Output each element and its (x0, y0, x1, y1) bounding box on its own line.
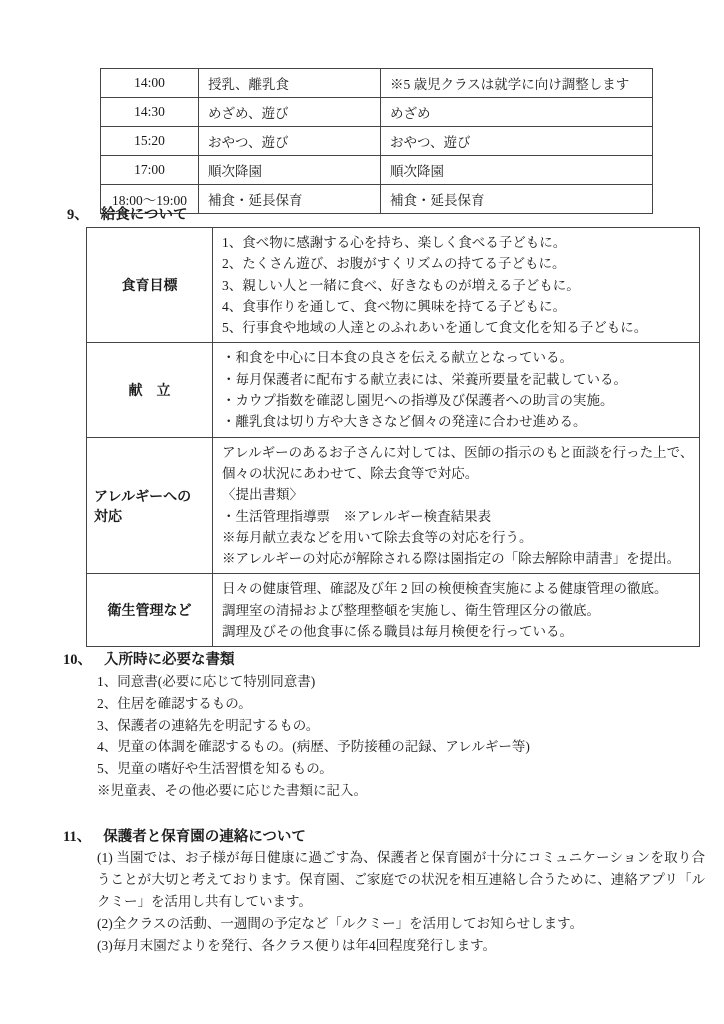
row-content (213, 574, 700, 647)
section-title: 保護者と保育園の連絡について (103, 829, 306, 845)
schedule-time: 15:20 (101, 127, 199, 156)
row-content (213, 343, 700, 437)
section11-heading (63, 825, 306, 846)
schedule-note: おやつ、遊び (381, 127, 653, 156)
section-number: 11、 (63, 829, 92, 845)
schedule-note: ※5 歳児クラスは就学に向け調整します (381, 69, 653, 98)
section-title: 給食について (100, 207, 188, 223)
content-line: ・離乳食は切り方や大きさなど個々の発達に合わせ進める。 (222, 414, 587, 430)
content-line: 〈提出書類〉 (222, 487, 303, 503)
content-line: 調理及びその他食事に係る職員は毎月検便を行っている。 (222, 624, 573, 640)
table-row (87, 574, 700, 647)
list-item: 5、児童の嗜好や生活習慣を知るもの。 (97, 761, 333, 777)
daily-schedule-table (100, 68, 653, 214)
row-label: アレルギーへの対応 (87, 437, 213, 574)
table-row (87, 437, 700, 574)
section10-heading (63, 648, 235, 669)
section-title: 入所時に必要な書類 (104, 652, 235, 668)
meal-info-table (86, 227, 700, 647)
row-label: 献 立 (87, 343, 213, 437)
content-line: 1、食べ物に感謝する心を持ち、楽しく食べる子どもに。 (222, 235, 567, 250)
section-number: 9、 (67, 207, 89, 223)
table-row (101, 69, 653, 98)
table-row (101, 98, 653, 127)
table-row (101, 156, 653, 185)
schedule-activity: 授乳、離乳食 (199, 69, 381, 98)
content-line: 2、たくさん遊び、お腹がすくリズムの持てる子どもに。 (222, 256, 566, 272)
schedule-time: 18:00～19:00 (101, 185, 199, 214)
content-line: ・カウプ指数を確認し園児への指導及び保護者への助言の実施。 (222, 393, 614, 409)
list-item: 1、同意書(必要に応じて特別同意書) (97, 674, 316, 689)
content-line: ※毎月献立表などを用いて除去食等の対応を行う。 (222, 529, 533, 545)
content-line: 5、行事食や地域の人達とのふれあいを通して食文化を知る子どもに。 (222, 320, 648, 336)
content-line: 4、食事作りを通して、食べ物に興味を持てる子どもに。 (222, 298, 566, 314)
content-line: 調理室の清掃および整理整頓を実施し、衛生管理区分の徹底。 (222, 602, 600, 618)
required-documents-list (97, 671, 530, 802)
row-label: 食育目標 (87, 228, 213, 343)
table-row (87, 343, 700, 437)
row-content (213, 228, 700, 343)
schedule-note: 補食・延長保育 (381, 185, 653, 214)
paragraph: (3)毎月末園だよりを発行、各クラス便りは年4回程度発行します。 (97, 938, 497, 953)
content-line: ・毎月保護者に配布する献立表には、栄養所要量を記載している。 (222, 371, 627, 387)
content-line: 3、親しい人と一緒に食べ、好きなものが増える子どもに。 (222, 277, 580, 293)
schedule-note: めざめ (381, 98, 653, 127)
content-line: ・生活管理指導票 ※アレルギー検査結果表 (222, 508, 492, 524)
list-item: ※児童表、その他必要に応じた書類に記入。 (97, 782, 367, 798)
schedule-activity: おやつ、遊び (199, 127, 381, 156)
row-content (213, 437, 700, 574)
content-line: 日々の健康管理、確認及び年 2 回の検便検査実施による健康管理の徹底。 (222, 581, 668, 597)
schedule-time: 17:00 (101, 156, 199, 185)
list-item: 2、住居を確認するもの。 (97, 695, 252, 711)
schedule-time: 14:30 (101, 98, 199, 127)
content-line: ※アレルギーの対応が解除される際は園指定の「除去解除申請書」を提出。 (222, 551, 681, 567)
content-line: 個々の状況にあわせて、除去食等で対応。 (222, 465, 479, 481)
content-line: ・和食を中心に日本食の良さを伝える献立となっている。 (222, 350, 573, 366)
schedule-note: 順次降園 (381, 156, 653, 185)
schedule-activity: 順次降園 (199, 156, 381, 185)
list-item: 3、保護者の連絡先を明記するもの。 (97, 717, 320, 733)
schedule-time: 14:00 (101, 69, 199, 98)
table-row (87, 228, 700, 343)
list-item: 4、児童の体調を確認するもの。(病歴、予防接種の記録、アレルギー等) (97, 739, 530, 755)
schedule-activity: めざめ、遊び (199, 98, 381, 127)
row-label: 衛生管理など (87, 574, 213, 647)
schedule-activity: 補食・延長保育 (199, 185, 381, 214)
paragraph: (2)全クラスの活動、一週間の予定など「ルクミー」を活用してお知らせします。 (97, 916, 584, 931)
section-number: 10、 (63, 652, 92, 668)
contact-info-paragraphs (97, 847, 705, 957)
table-row (101, 127, 653, 156)
section9-heading (67, 203, 187, 224)
content-line: アレルギーのあるお子さんに対しては、医師の指示のもと面談を行った上で、 (222, 444, 694, 460)
paragraph: (1) 当園では、お子様が毎日健康に過ごす為、保護者と保育園が十分にコミュニケーションを取り合うことが大切と考えております。保育園、ご家庭での状況を相互連絡し合うために、連絡アプリ「ルクミー」を活用し共有しています。 (97, 850, 705, 909)
